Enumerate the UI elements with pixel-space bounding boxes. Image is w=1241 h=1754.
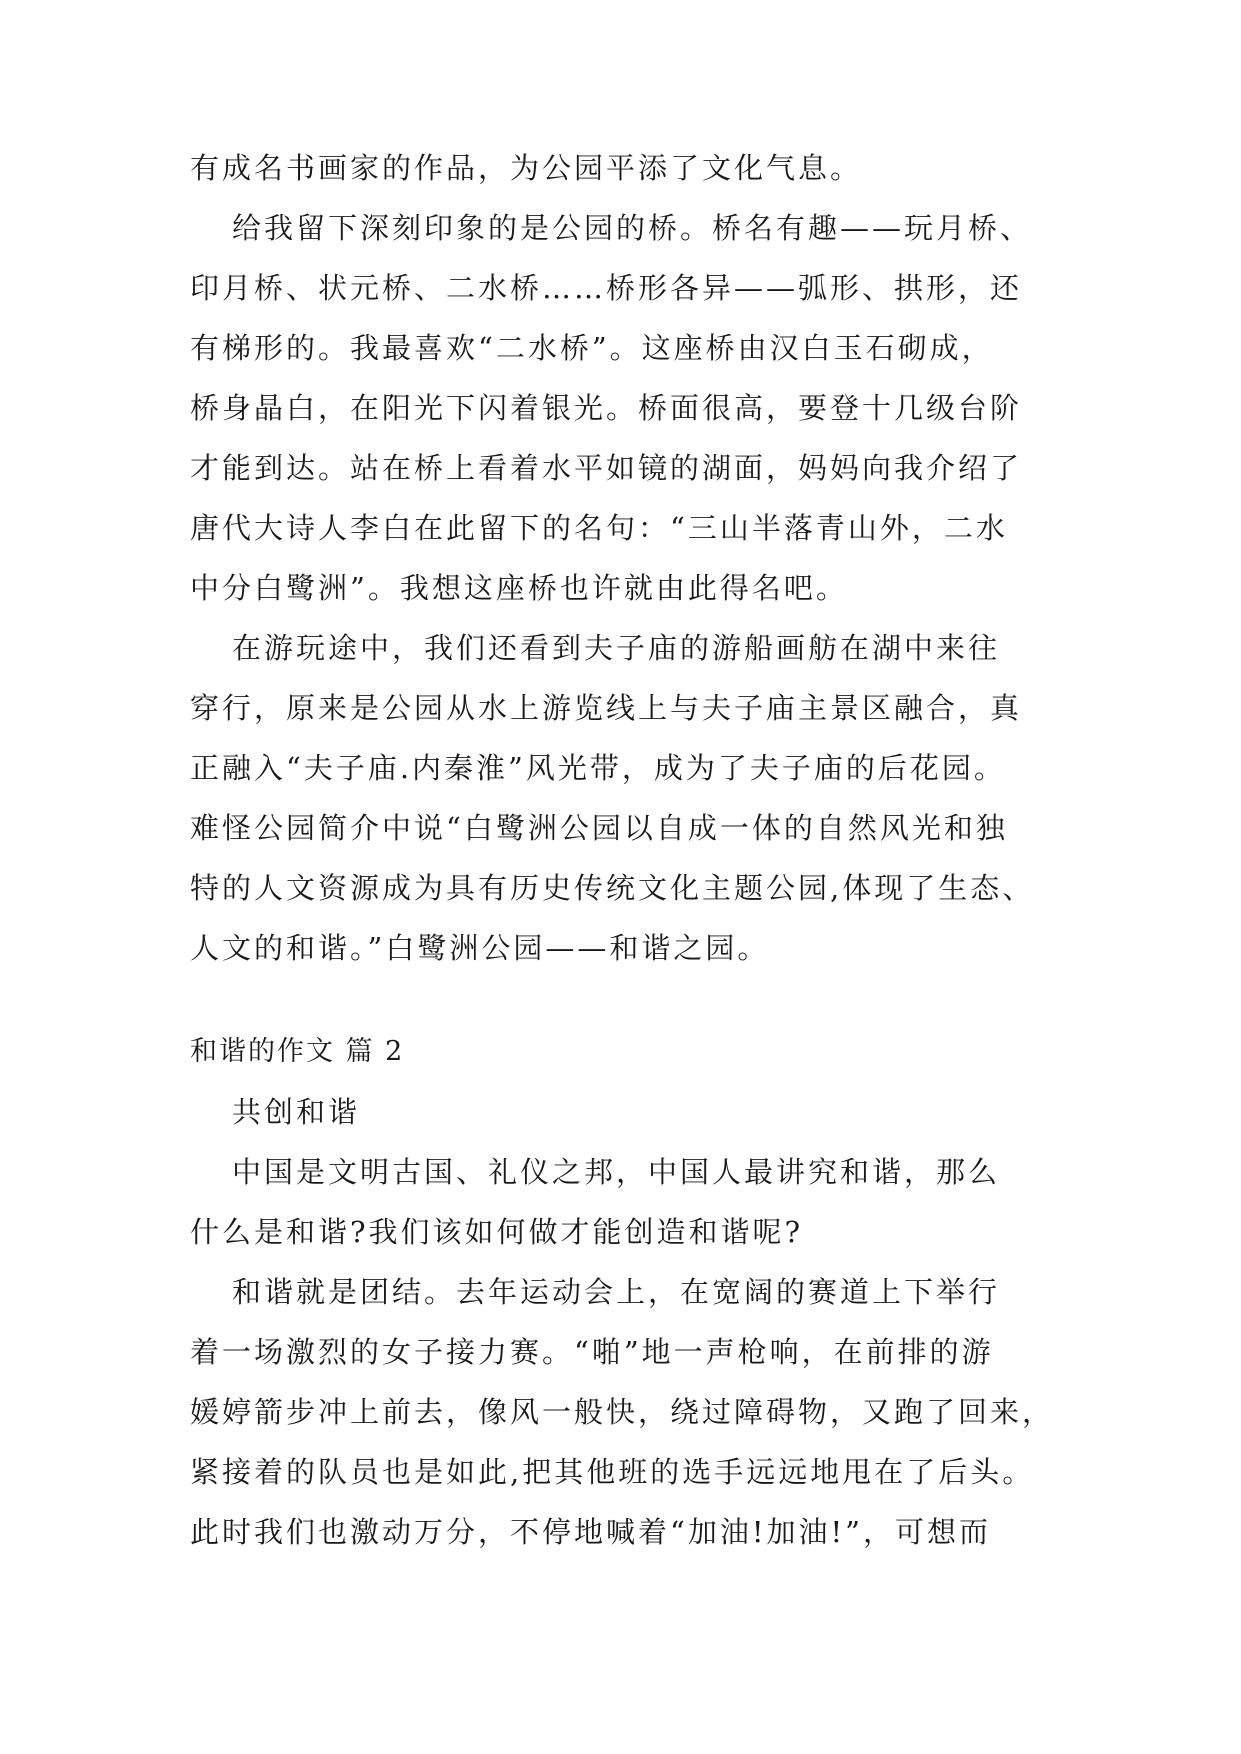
paragraph-line: 才能到达。站在桥上看着水平如镜的湖面，妈妈向我介绍了 — [190, 451, 1023, 485]
paragraph-line: 人文的和谐。”白鹭洲公园——和谐之园。 — [190, 931, 770, 965]
paragraph-line: 唐代大诗人李白在此留下的名句：“三山半落青山外，二水 — [190, 511, 1008, 545]
paragraph-line: 桥身晶白，在阳光下闪着银光。桥面很高，要登十几级台阶 — [190, 391, 1023, 425]
paragraph-line: 特的人文资源成为具有历史传统文化主题公园,体现了生态、 — [190, 871, 1035, 905]
paragraph-line: 此时我们也激动万分，不停地喊着“加油!加油!”，可想而 — [190, 1515, 991, 1549]
paragraph-line: 难怪公园简介中说“白鹭洲公园以自成一体的自然风光和独 — [190, 811, 1008, 845]
paragraph-line: 和谐就是团结。去年运动会上，在宽阔的赛道上下举行 — [232, 1275, 1001, 1309]
paragraph-line: 印月桥、状元桥、二水桥……桥形各异——弧形、拱形，还 — [190, 271, 1023, 305]
paragraph-line: 着一场激烈的女子接力赛。“啪”地一声枪响，在前排的游 — [190, 1335, 994, 1369]
paragraph-line: 什么是和谐?我们该如何做才能创造和谐呢? — [190, 1215, 804, 1249]
paragraph-line: 正融入“夫子庙.内秦淮”风光带，成为了夫子庙的后花园。 — [190, 751, 1006, 785]
paragraph-line: 穿行，原来是公园从水上游览线上与夫子庙主景区融合，真 — [190, 691, 1023, 725]
paragraph-line: 在游玩途中，我们还看到夫子庙的游船画舫在湖中来往 — [232, 631, 1001, 665]
paragraph-line: 有成名书画家的作品，为公园平添了文化气息。 — [190, 151, 863, 185]
paragraph-line: 给我留下深刻印象的是公园的桥。桥名有趣——玩月桥、 — [232, 211, 1033, 245]
essay-title: 共创和谐 — [232, 1095, 361, 1129]
paragraph-line: 中分白鹭洲”。我想这座桥也许就由此得名吧。 — [190, 571, 848, 605]
paragraph-line: 中国是文明古国、礼仪之邦，中国人最讲究和谐，那么 — [232, 1155, 1001, 1189]
paragraph-line: 媛婷箭步冲上前去，像风一般快，绕过障碍物，又跑了回来， — [190, 1395, 1055, 1429]
section-heading: 和谐的作文 篇 2 — [190, 1036, 405, 1067]
paragraph-line: 有梯形的。我最喜欢“二水桥”。这座桥由汉白玉石砌成， — [190, 331, 994, 365]
paragraph-line: 紧接着的队员也是如此,把其他班的选手远远地甩在了后头。 — [190, 1455, 1035, 1489]
